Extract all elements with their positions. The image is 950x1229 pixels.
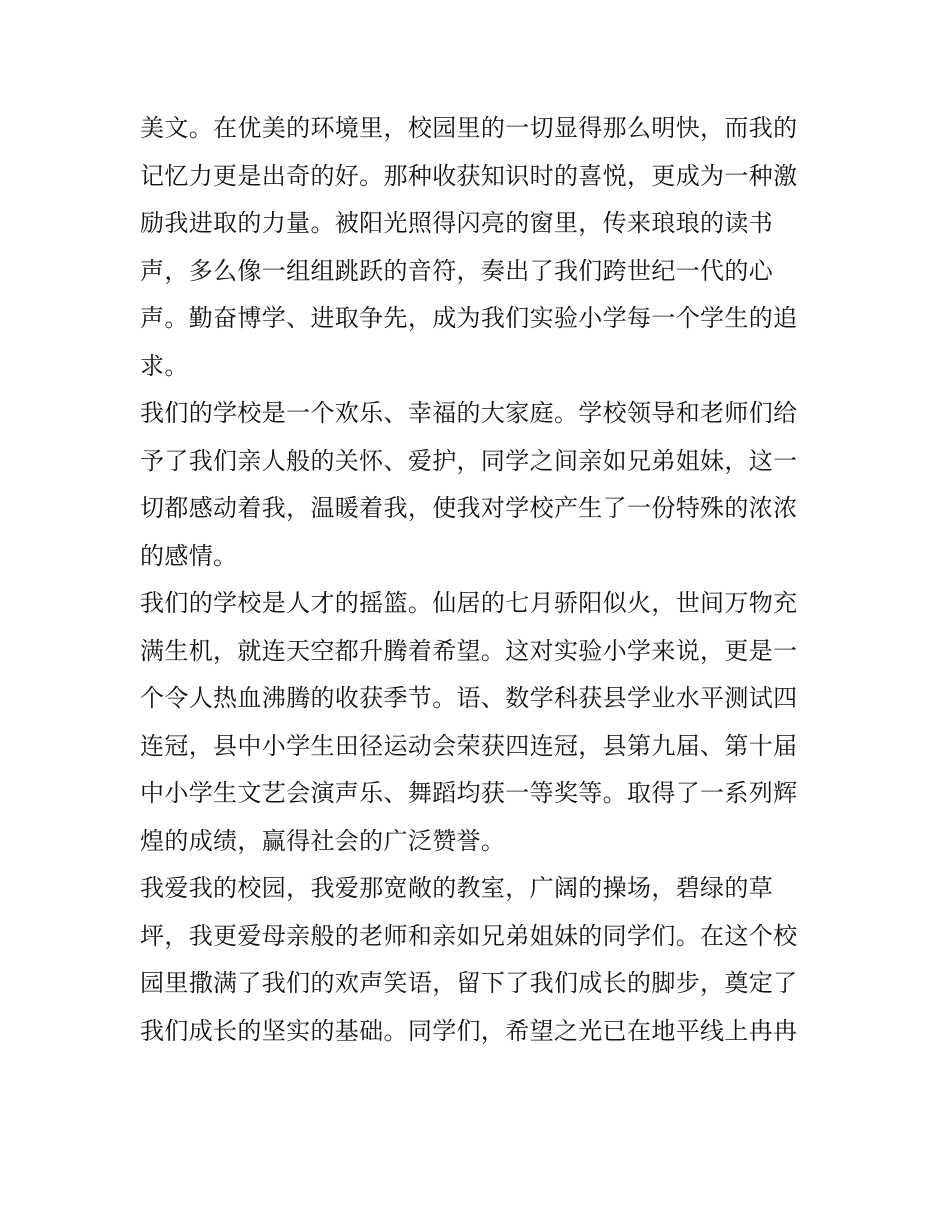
text-line: 满生机，就连天空都升腾着希望。这对实验小学来说，更是一	[140, 636, 798, 665]
text-line: 我们成长的坚实的基础。同学们，希望之光已在地平线上冉冉	[140, 1016, 798, 1045]
text-line: 连冠，县中小学生田径运动会荣获四连冠，县第九届、第十届	[140, 731, 798, 760]
text-line: 中小学生文艺会演声乐、舞蹈均获一等奖等。取得了一系列辉	[140, 779, 798, 807]
text-line: 美文。在优美的环境里，校园里的一切显得那么明快，而我的	[140, 114, 798, 142]
text-line: 坪，我更爱母亲般的老师和亲如兄弟姐妹的同学们。在这个校	[140, 921, 798, 950]
text-line: 煌的成绩，赢得社会的广泛赞誉。	[140, 826, 506, 855]
text-line: 予了我们亲人般的关怀、爱护，同学之间亲如兄弟姐妹，这一	[140, 446, 798, 475]
text-line: 的感情。	[140, 541, 238, 570]
text-line: 切都感动着我，温暖着我，使我对学校产生了一份特殊的浓浓	[140, 494, 798, 522]
text-line: 声，多么像一组组跳跃的音符，奏出了我们跨世纪一代的心	[140, 256, 774, 285]
text-line: 声。勤奋博学、进取争先，成为我们实验小学每一个学生的追	[140, 304, 798, 332]
text-line: 园里撒满了我们的欢声笑语，留下了我们成长的脚步，奠定了	[140, 969, 798, 997]
text-line: 记忆力更是出奇的好。那种收获知识时的喜悦，更成为一种激	[140, 161, 798, 190]
text-line: 励我进取的力量。被阳光照得闪亮的窗里，传来琅琅的读书	[140, 209, 774, 237]
text-line: 个令人热血沸腾的收获季节。语、数学科获县学业水平测试四	[140, 684, 798, 712]
text-line: 求。	[140, 351, 189, 380]
text-line: 我们的学校是一个欢乐、幸福的大家庭。学校领导和老师们给	[140, 399, 798, 427]
text-line: 我爱我的校园，我爱那宽敞的教室，广阔的操场，碧绿的草	[140, 874, 774, 902]
body-text	[140, 105, 815, 1055]
text-line: 我们的学校是人才的摇篮。仙居的七月骄阳似火，世间万物充	[140, 589, 798, 617]
